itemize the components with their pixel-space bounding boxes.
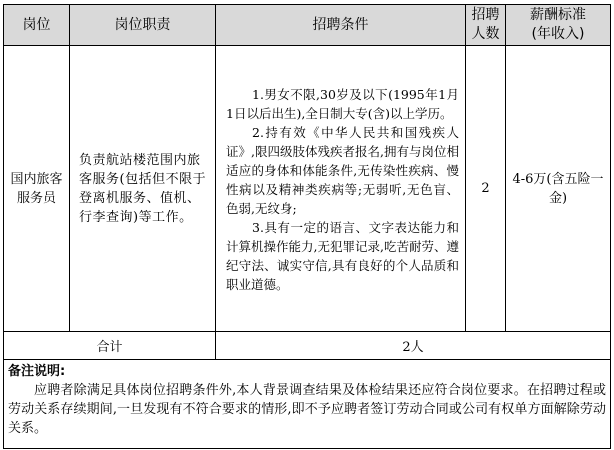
notes-cell [4, 360, 611, 449]
duties-cell: 负责航站楼范围内旅客服务(包括但不限于登离机服务、值机、行李查询)等工作。 [70, 46, 216, 332]
notes-row [4, 360, 611, 449]
condition-3: 3.具有一定的语言、文字表达能力和计算机操作能力,无犯罪记录,吃苦耐劳、遵纪守法、诚实守信,具有良好的个人品质和职业道德。 [226, 219, 459, 292]
recruitment-table [3, 4, 611, 449]
header-salary [506, 5, 611, 46]
total-row [4, 332, 611, 360]
header-row [4, 5, 611, 46]
header-position: 岗位 [4, 5, 70, 46]
header-conditions: 招聘条件 [216, 5, 466, 46]
total-value: 2人 [216, 332, 611, 360]
total-label: 合计 [4, 332, 216, 360]
salary-cell: 4-6万(含五险一金) [506, 46, 611, 332]
notes-body: 应聘者除满足具体岗位招聘条件外,本人背景调查结果及体检结果还应符合岗位要求。在招聘过程或劳动关系存续期间,一旦发现有不符合要求的情形,即不予应聘者签订劳动合同或公司有权单方面解除劳动关系。 [8, 383, 606, 436]
header-headcount [466, 5, 506, 46]
header-salary-line2: (年收入) [531, 26, 585, 42]
notes-title: 备注说明: [8, 364, 66, 379]
condition-1: 1.男女不限,30岁及以下(1995年1月1日以后出生),全日制大专(含)以上学历。 [226, 86, 459, 121]
table-row [4, 46, 611, 332]
position-cell: 国内旅客服务员 [4, 46, 70, 332]
header-salary-line1: 薪酬标准 [530, 7, 586, 23]
headcount-cell: 2 [466, 46, 506, 332]
condition-2: 2.持有效《中华人民共和国残疾人证》,限四级肢体残疾者报名,拥有与岗位相适应的身体和体能条件,无传染性疾病、慢性病以及精神类疾病等;无弱听,无色盲、色弱,无纹身; [226, 124, 459, 216]
header-headcount-line2: 人数 [471, 26, 500, 42]
header-duties: 岗位职责 [70, 5, 216, 46]
conditions-cell [216, 46, 466, 332]
header-headcount-line1: 招聘 [471, 7, 500, 23]
